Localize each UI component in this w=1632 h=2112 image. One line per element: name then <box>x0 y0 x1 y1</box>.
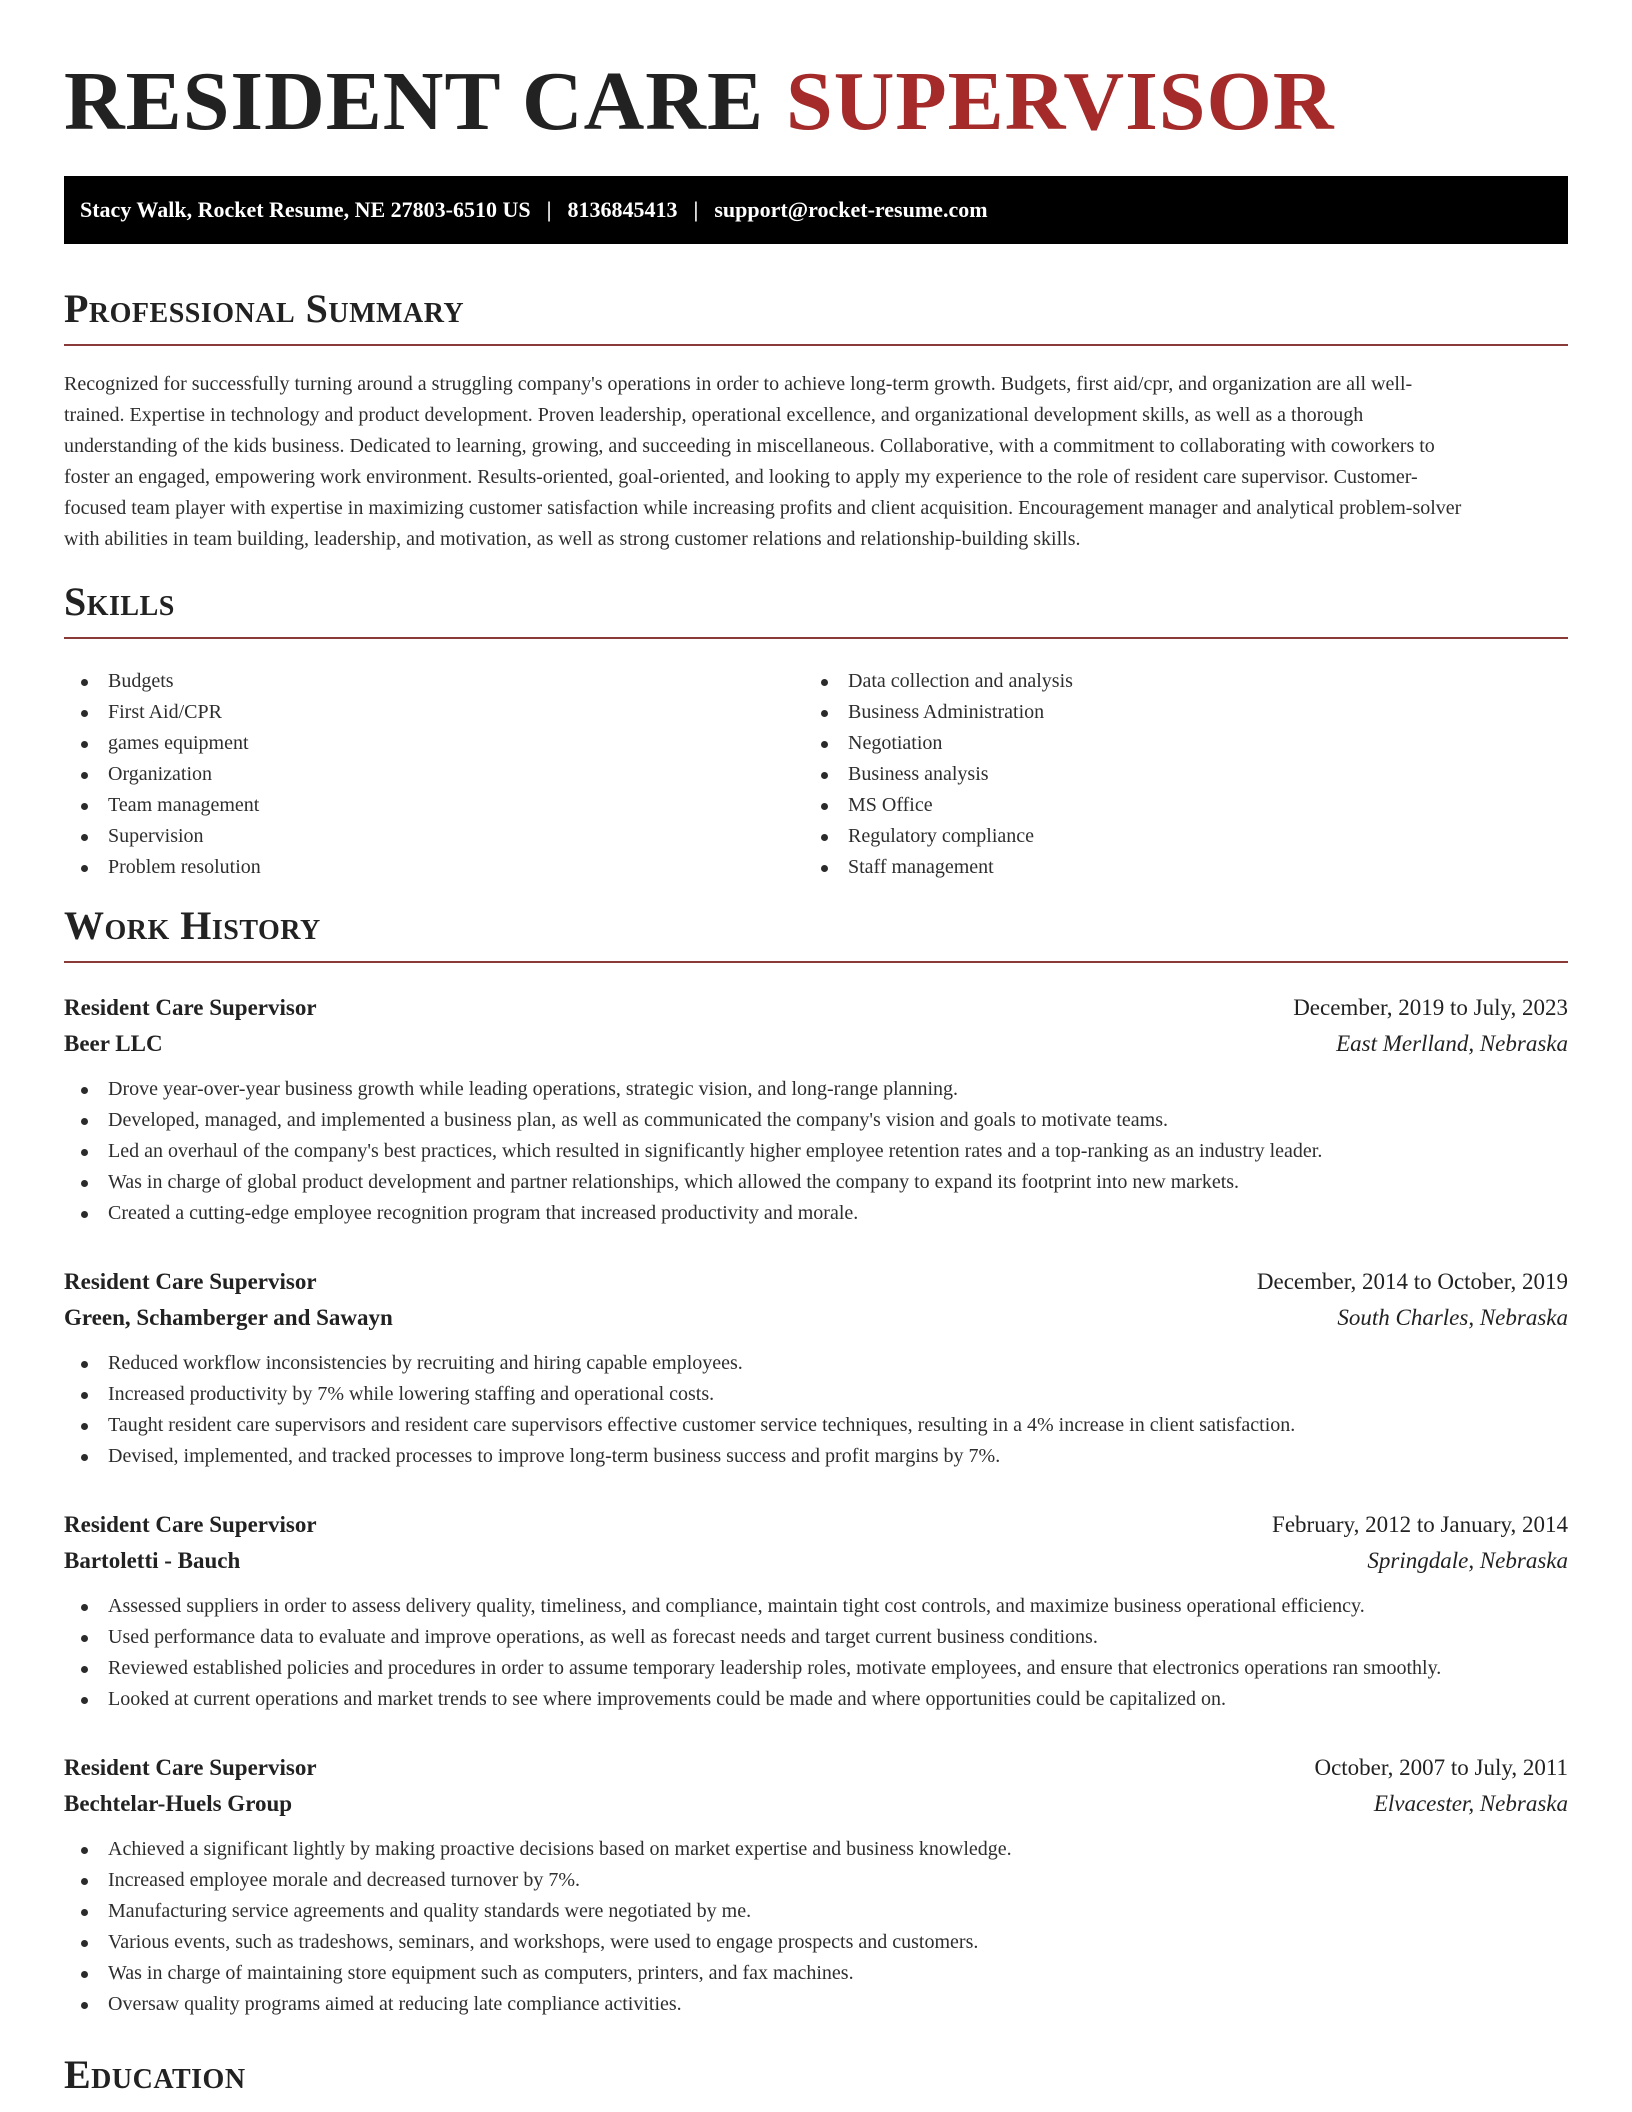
job-dates: December, 2019 to July, 2023 <box>1293 995 1568 1020</box>
job-bullet: Oversaw quality programs aimed at reducing late compliance activities. <box>64 1989 1568 2020</box>
resume-title <box>64 52 1334 152</box>
job-dates: October, 2007 to July, 2011 <box>1314 1755 1568 1780</box>
job-location: Springdale, Nebraska <box>1367 1548 1568 1573</box>
contact-phone[interactable]: 8136845413 <box>567 197 678 222</box>
skills-list <box>64 666 1568 883</box>
job-bullet: Looked at current operations and market trends to see where improvements could be made and where opportunities could be capitalized on. <box>64 1684 1568 1715</box>
job-role: Resident Care Supervisor <box>64 995 317 1020</box>
job-bullet: Various events, such as tradeshows, seminars, and workshops, were used to engage prospects and customers. <box>64 1927 1568 1958</box>
job-header-row <box>64 1750 1568 1786</box>
skills-section-header <box>64 577 1568 639</box>
skill-item: games equipment <box>64 728 804 759</box>
job-role: Resident Care Supervisor <box>64 1269 317 1294</box>
summary-text <box>64 369 1568 555</box>
job-bullet: Led an overhaul of the company's best practices, which resulted in significantly higher employee retention rates and a top-ranking as an industry leader. <box>64 1136 1568 1167</box>
job-bullets <box>64 1074 1568 1229</box>
job-bullet: Assessed suppliers in order to assess delivery quality, timeliness, and compliance, maintain tight cost controls, and maximize business operational efficiency. <box>64 1591 1568 1622</box>
job-bullet: Increased employee morale and decreased turnover by 7%. <box>64 1865 1568 1896</box>
job-bullets <box>64 1348 1568 1472</box>
work-section-header <box>64 901 1568 963</box>
job-bullet: Reduced workflow inconsistencies by recruiting and hiring capable employees. <box>64 1348 1568 1379</box>
contact-bar <box>64 176 1568 244</box>
job-bullets <box>64 1834 1568 2020</box>
skill-item: Staff management <box>804 852 1544 883</box>
job-company: Beer LLC <box>64 1031 163 1056</box>
job-location: Elvacester, Nebraska <box>1373 1791 1568 1816</box>
job-entry <box>64 990 1568 1229</box>
job-bullet: Achieved a significant lightly by making proactive decisions based on market expertise and business knowledge. <box>64 1834 1568 1865</box>
skill-item: Organization <box>64 759 804 790</box>
job-entry <box>64 1264 1568 1472</box>
job-header-row <box>64 1507 1568 1543</box>
job-company: Bartoletti - Bauch <box>64 1548 241 1573</box>
skill-item: MS Office <box>804 790 1544 821</box>
job-dates: December, 2014 to October, 2019 <box>1256 1269 1568 1294</box>
job-bullet: Taught resident care supervisors and resident care supervisors effective customer service techniques, resulting in a 4% increase in client satisfaction. <box>64 1410 1568 1441</box>
job-location: South Charles, Nebraska <box>1337 1305 1568 1330</box>
summary-line: Recognized for successfully turning around a struggling company's operations in order to achieve long-term growth. Budgets, first aid/cpr, and organization are all well- <box>64 373 1413 395</box>
job-role: Resident Care Supervisor <box>64 1512 317 1537</box>
job-bullet: Manufacturing service agreements and quality standards were negotiated by me. <box>64 1896 1568 1927</box>
contact-email[interactable]: support@rocket-resume.com <box>714 197 988 222</box>
summary-line: trained. Expertise in technology and product development. Proven leadership, operational excellence, and organizational development skills, as well as a thorough <box>64 404 1364 426</box>
education-section-header <box>64 2050 1568 2110</box>
skills-column-right <box>804 666 1544 883</box>
job-bullet: Devised, implemented, and tracked processes to improve long-term business success and profit margins by 7%. <box>64 1441 1568 1472</box>
work-section-title: Work History <box>64 903 321 948</box>
education-section-title: Education <box>64 2052 246 2097</box>
summary-line: with abilities in team building, leadership, and motivation, as well as strong customer relations and relationship-building skills. <box>64 528 1081 550</box>
summary-line: understanding of the kids business. Dedicated to learning, growing, and succeeding in miscellaneous. Collaborative, with a commitment to collaborating with coworkers to <box>64 435 1435 457</box>
skill-item: Data collection and analysis <box>804 666 1544 697</box>
summary-section-header <box>64 284 1568 346</box>
summary-line: foster an engaged, empowering work environment. Results-oriented, goal-oriented, and looking to apply my experience to the role of resident care supervisor. Customer- <box>64 466 1418 488</box>
job-entry <box>64 1750 1568 2020</box>
contact-address: Stacy Walk, Rocket Resume, NE 27803-6510 US <box>80 197 531 222</box>
job-role: Resident Care Supervisor <box>64 1755 317 1780</box>
skill-item: Budgets <box>64 666 804 697</box>
title-main: RESIDENT CARE <box>64 55 764 148</box>
job-header-row <box>64 1264 1568 1300</box>
job-entry <box>64 1507 1568 1715</box>
job-bullet: Increased productivity by 7% while lowering staffing and operational costs. <box>64 1379 1568 1410</box>
job-bullet: Reviewed established policies and procedures in order to assume temporary leadership roles, motivate employees, and ensure that electronics operations ran smoothly. <box>64 1653 1568 1684</box>
skill-item: Business Administration <box>804 697 1544 728</box>
job-company-row <box>64 1543 1568 1579</box>
skill-item: Team management <box>64 790 804 821</box>
skill-item: Problem resolution <box>64 852 804 883</box>
summary-section-title: Professional Summary <box>64 286 465 331</box>
job-bullet: Was in charge of maintaining store equipment such as computers, printers, and fax machines. <box>64 1958 1568 1989</box>
skills-column-left <box>64 666 804 883</box>
skill-item: Negotiation <box>804 728 1544 759</box>
skills-section-title: Skills <box>64 579 175 624</box>
job-bullets <box>64 1591 1568 1715</box>
job-bullet: Used performance data to evaluate and improve operations, as well as forecast needs and target current business conditions. <box>64 1622 1568 1653</box>
job-company-row <box>64 1300 1568 1336</box>
job-bullet: Was in charge of global product development and partner relationships, which allowed the company to expand its footprint into new markets. <box>64 1167 1568 1198</box>
skill-item: First Aid/CPR <box>64 697 804 728</box>
job-location: East Merlland, Nebraska <box>1336 1031 1568 1056</box>
job-company-row <box>64 1786 1568 1822</box>
contact-separator: | <box>693 197 699 222</box>
job-bullet: Created a cutting-edge employee recognition program that increased productivity and morale. <box>64 1198 1568 1229</box>
summary-line: focused team player with expertise in maximizing customer satisfaction while increasing profits and client acquisition. Encouragement manager and analytical problem-solver <box>64 497 1462 519</box>
job-header-row <box>64 990 1568 1026</box>
job-company: Green, Schamberger and Sawayn <box>64 1305 393 1330</box>
job-bullet: Drove year-over-year business growth while leading operations, strategic vision, and long-range planning. <box>64 1074 1568 1105</box>
job-bullet: Developed, managed, and implemented a business plan, as well as communicated the company's vision and goals to motivate teams. <box>64 1105 1568 1136</box>
title-accent: SUPERVISOR <box>785 55 1335 148</box>
skill-item: Business analysis <box>804 759 1544 790</box>
skill-item: Supervision <box>64 821 804 852</box>
contact-separator: | <box>546 197 552 222</box>
job-dates: February, 2012 to January, 2014 <box>1272 1512 1568 1537</box>
skill-item: Regulatory compliance <box>804 821 1544 852</box>
job-company-row <box>64 1026 1568 1062</box>
job-company: Bechtelar-Huels Group <box>64 1791 293 1816</box>
